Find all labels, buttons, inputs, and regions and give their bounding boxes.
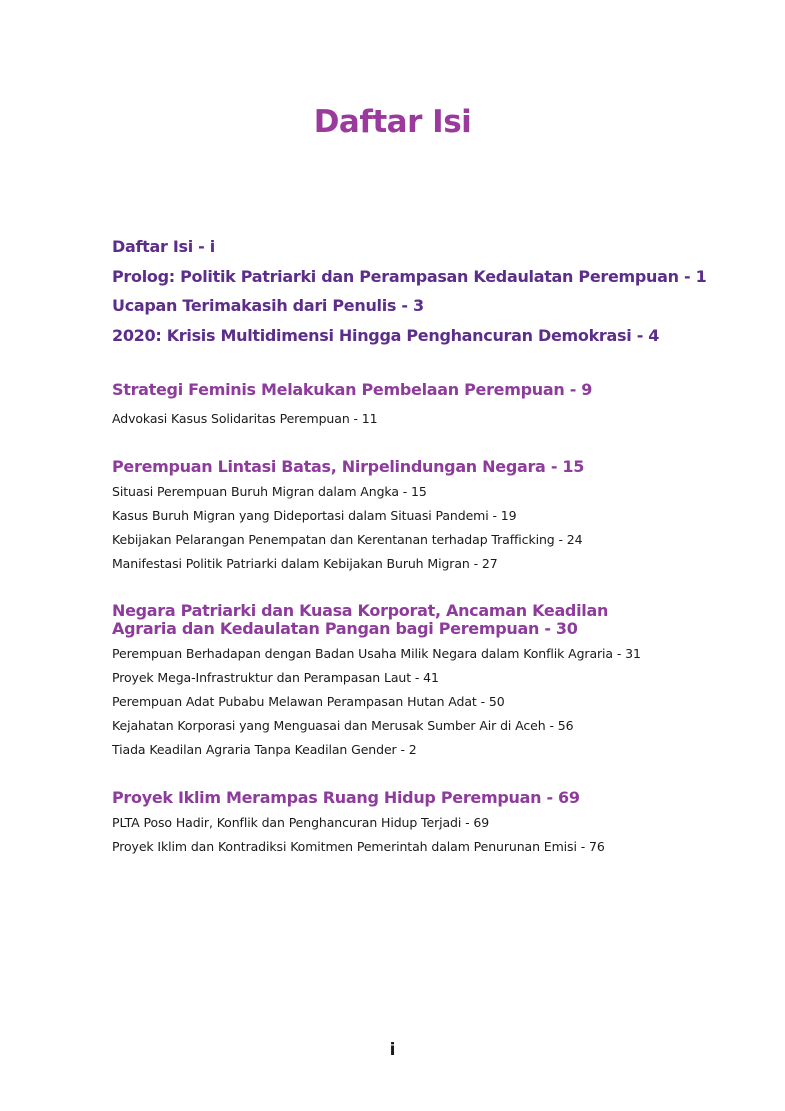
toc-front-item[interactable]: Prolog: Politik Patriarki dan Perampasan Kedaulatan Perempuan - 1 [112,266,707,286]
table-of-contents [112,232,712,859]
toc-entry[interactable]: PLTA Poso Hadir, Konflik dan Penghancuran Hidup Terjadi - 69 [112,815,490,830]
toc-section [112,602,712,762]
page-title: Daftar Isi [313,104,472,140]
toc-entry[interactable]: Kebijakan Pelarangan Penempatan dan Kerentanan terhadap Trafficking - 24 [112,532,583,547]
toc-section [112,458,712,576]
toc-entry[interactable]: Situasi Perempuan Buruh Migran dalam Angka - 15 [112,484,427,499]
toc-front-item[interactable]: 2020: Krisis Multidimensi Hingga Penghancuran Demokrasi - 4 [112,325,660,345]
toc-entry[interactable]: Kejahatan Korporasi yang Menguasai dan Merusak Sumber Air di Aceh - 56 [112,718,574,733]
toc-section-title[interactable]: Perempuan Lintasi Batas, Nirpelindungan Negara - 15 [112,457,585,476]
toc-entry[interactable]: Perempuan Adat Pubabu Melawan Perampasan Hutan Adat - 50 [112,694,505,709]
toc-entry[interactable]: Proyek Mega-Infrastruktur dan Perampasan Laut - 41 [112,670,439,685]
toc-front-item[interactable]: Daftar Isi - i [112,237,215,256]
toc-entry[interactable]: Perempuan Berhadapan dengan Badan Usaha Milik Negara dalam Konflik Agraria - 31 [112,646,641,661]
toc-entry[interactable]: Manifestasi Politik Patriarki dalam Kebijakan Buruh Migran - 27 [112,556,498,571]
front-matter [112,232,712,350]
toc-entry[interactable]: Advokasi Kasus Solidaritas Perempuan - 11 [112,411,378,426]
toc-section [112,381,712,431]
toc-entry[interactable]: Proyek Iklim dan Kontradiksi Komitmen Pemerintah dalam Penurunan Emisi - 76 [112,839,605,854]
toc-section-title[interactable]: Proyek Iklim Merampas Ruang Hidup Perempuan - 69 [112,788,580,807]
toc-section-title[interactable]: Strategi Feminis Melakukan Pembelaan Perempuan - 9 [112,380,593,399]
toc-section [112,789,712,859]
toc-entry[interactable]: Kasus Buruh Migran yang Dideportasi dalam Situasi Pandemi - 19 [112,508,517,523]
toc-section-title[interactable]: Negara Patriarki dan Kuasa Korporat, Ancaman Keadilan Agraria dan Kedaulatan Pangan bagi Perempuan - 30 [112,601,609,638]
toc-front-item[interactable]: Ucapan Terimakasih dari Penulis - 3 [112,296,424,315]
page-number: i [389,1040,396,1060]
toc-entry[interactable]: Tiada Keadilan Agraria Tanpa Keadilan Gender - 2 [112,742,417,757]
